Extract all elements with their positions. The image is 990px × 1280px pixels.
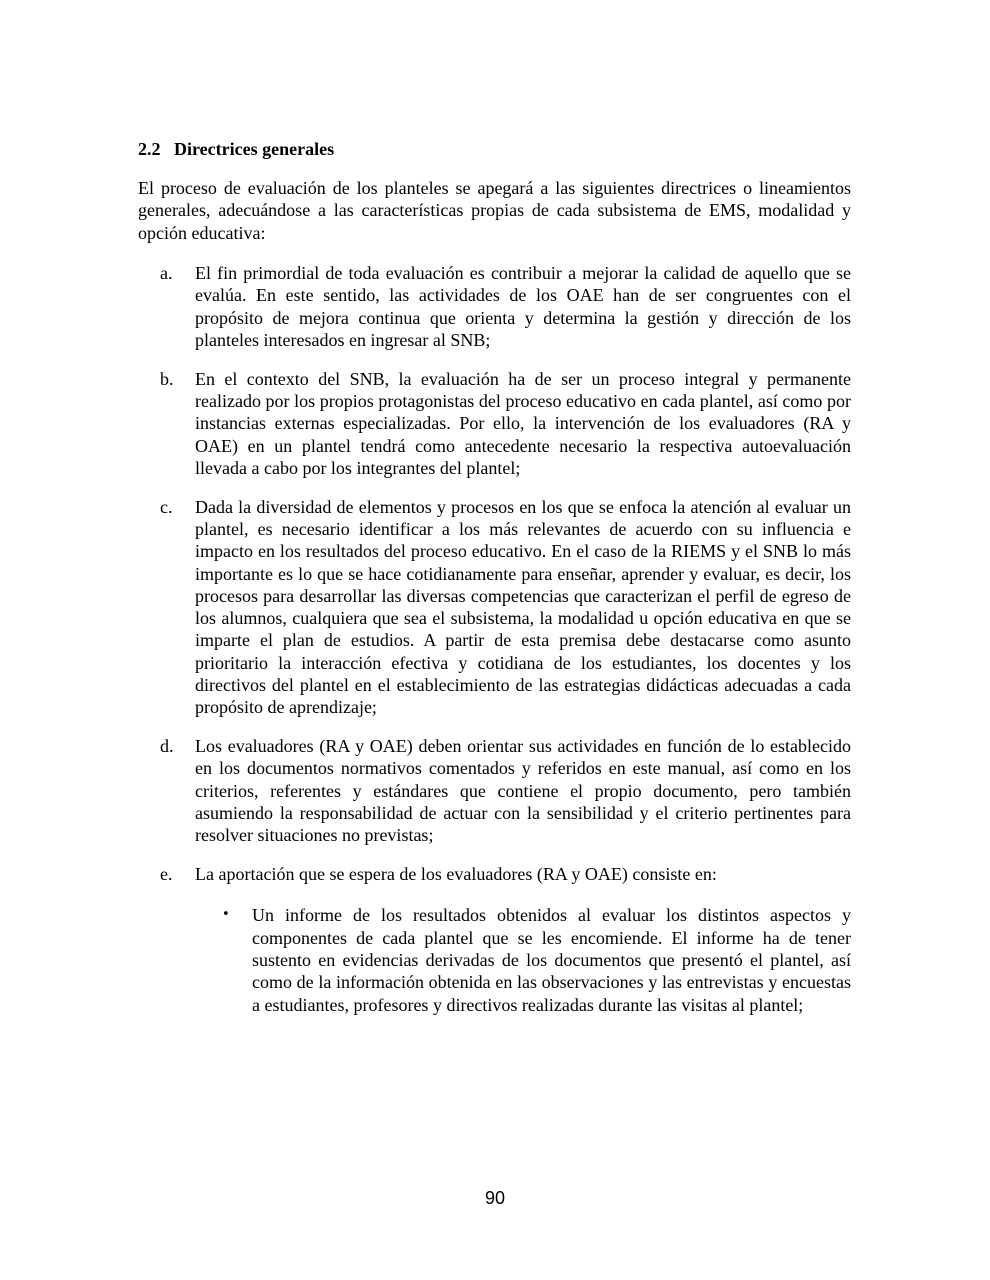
section-title: Directrices generales: [174, 139, 335, 159]
list-item-text: La aportación que se espera de los evaluadores (RA y OAE) consiste en:: [195, 864, 717, 885]
list-item: [138, 262, 851, 351]
section-heading: [138, 138, 851, 160]
list-item: [138, 735, 851, 846]
list-item: [138, 863, 851, 1016]
list-marker: b.: [160, 368, 174, 389]
directives-list: [138, 262, 851, 1032]
bullet-sublist: [195, 904, 851, 1015]
list-item: [138, 368, 851, 479]
intro-paragraph: El proceso de evaluación de los planteles se apegará a las siguientes directrices o lineamientos generales, adecuándose a las características propias de cada subsistema de EMS, modalidad y opción educativa:: [138, 178, 851, 243]
list-item-text: En el contexto del SNB, la evaluación ha de ser un proceso integral y permanente realizado por los propios protagonistas del proceso educativo en cada plantel, así como por instancias externas especializadas. Por ello, la intervención de los evaluadores (RA y OAE) en un plantel tendrá como antecedente necesario la respectiva autoevaluación llevada a cabo por los integrantes del plantel;: [195, 368, 851, 478]
list-item-text: Dada la diversidad de elementos y procesos en los que se enfoca la atención al evaluar un plantel, es necesario identificar a los más relevantes de acuerdo con su influencia e impacto en los resultados del proceso educativo. En el caso de la RIEMS y el SNB lo más importante es lo que se hace cotidianamente para enseñar, aprender y evaluar, es decir, los procesos para desarrollar las diversas competencias que caracterizan el perfil de egreso de los alumnos, cualquiera que sea el subsistema, la modalidad u opción educativa en que se imparte el plan de estudios. A partir de esta premisa debe destacarse como asunto prioritario la interacción efectiva y cotidiana de los estudiantes, los docentes y los directivos del plantel en el establecimiento de las estrategias didácticas adecuadas a cada propósito de aprendizaje;: [195, 496, 851, 718]
list-marker: c.: [160, 496, 173, 517]
bullet-item-text: Un informe de los resultados obtenidos al evaluar los distintos aspectos y componentes de cada plantel que se les encomiende. El informe ha de tener sustento en evidencias derivadas de los documentos que presentó el plantel, así como de la información obtenida en las observaciones y las entrevistas y encuestas a estudiantes, profesores y directivos realizadas durante las visitas al plantel;: [252, 905, 851, 1015]
section-number: 2.2: [138, 139, 161, 159]
list-marker: a.: [160, 263, 173, 283]
bullet-icon: •: [222, 907, 230, 923]
list-marker: d.: [160, 736, 174, 757]
list-item-text: Los evaluadores (RA y OAE) deben orientar sus actividades en función de lo establecido en los documentos normativos comentados y referidos en este manual, así como en los criterios, referentes y estándares que contiene el propio documento, pero también asumiendo la responsabilidad de actuar con la sensibilidad y el criterio pertinentes para resolver situaciones no previstas;: [195, 736, 851, 846]
list-marker: e.: [160, 864, 173, 885]
list-item-text: El fin primordial de toda evaluación es contribuir a mejorar la calidad de aquello que se evalúa. En este sentido, las actividades de los OAE han de ser congruentes con el propósito de mejora continua que orienta y determina la gestión y dirección de los planteles interesados en ingresar al SNB;: [195, 263, 851, 350]
bullet-item: [195, 904, 851, 1015]
page-number: 90: [484, 1188, 506, 1208]
list-item: [138, 496, 851, 719]
